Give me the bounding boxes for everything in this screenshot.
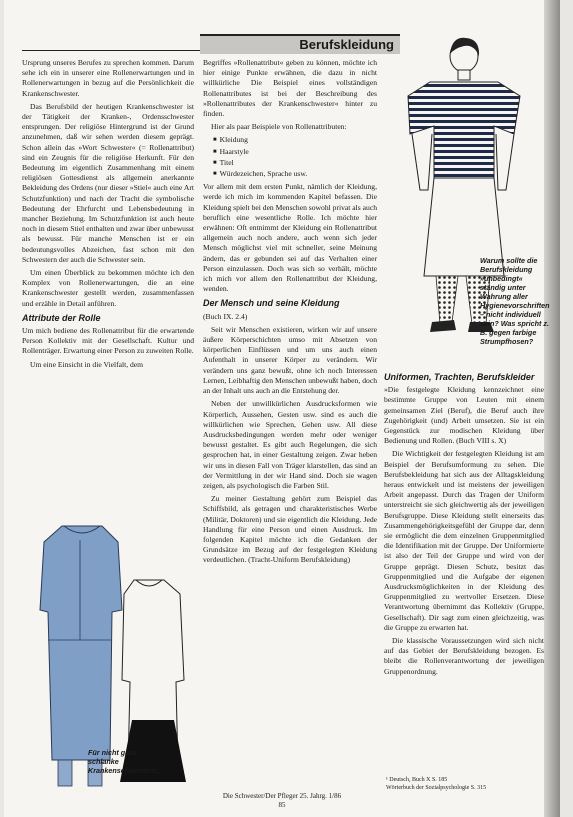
paragraph: Die Wichtigkeit der festgelegten Kleidung ist am Beispiel der Berufsumformung zu sehen. Die Berufsbekleidung hat sich aus der Alltagskleidung heraus entwickelt und ist meistens der jeweiligen Arbeit angepasst. Durch das Tragen der Uniform unterstreicht sie sich gleichwertig als der jeweiligen Berufsgruppe. Diese Kleidung stellt einerseits das Zusammengehörigkeitsgefühl der Gruppe dar, denn sie ermöglicht die dem einzelnen Gruppenmitglied die Identifikation mit der Gruppe. Der Uniformierte ist also der Teil der Gruppe und wird von der Gruppe geprägt. Diesen Schutz, besitzt das Gruppenmitglied und die Aufgabe der eigenen Ausdrucksmöglichkeiten in der Kleidung des Gruppenmitglied zu wertvoller Ersetzen. Diese Verantwortung übernimmt das Kollektiv (Gruppe, Gesellschaft). Dir sagt zum einen gleichzeitig, was die Gruppe zu erwarten hat. (384, 449, 544, 632)
paragraph: Das Berufsbild der heutigen Krankenschwester ist der Tätigkeit der Kranken-, Ordensschwester entsprungen. Der religiöse Hintergrund ist der Grund anzunehmen, daß wir sehen werden diesem geprägt. Schon allein das »Wort Schwester« (= Rollenattribut) sind ein Zeugnis für die religiöse Herkunft. Für den Bedeutung im eigentlich Zusammenhang mit einem religiösen Gottesdienst als allgemein anerkannte Bekleidung des Ordens (nur dieser »Stiel« auch eine Art Schutzfunktion) und nach der Tracht die symbolische Bedeutung der Ehrfurcht und Lebensbedeutung in mancher Beziehung. Im Schutzfunktion ist auch heute noch in diesem Stiel enthalten und zwar über unbewusst als bewusst. Für manche Menschen ist er ein bedeutungsvolles Abzeichen, fast schon mit den Schwestern der auch die Schwester sein. (22, 101, 194, 264)
paragraph: »Die festgelegte Kleidung kennzeichnet eine bestimmte Gruppe von Leuten mit einem gemeinsamen Ziel (Beruf), die Beruf auch ihre Zugehörigkeit (und) Arbeit umsetzen. Sie ist ein Gegenstück zur modischen Kleidung über Bedienung und Rollen. (Buch VIII s. X) (384, 385, 544, 446)
list-item: ■ Titel (213, 158, 377, 169)
footnote-1: ¹ Deutsch, Buch X S. 185 (386, 777, 448, 783)
page-number: 85 (278, 801, 286, 809)
paragraph: Um einen Überblick zu bekommen möchte ich den Komplex von Rollenerwartungen, die an eine Krankenschwester gestellt werden, zusammenfassen und erzähle in Detail anführen. (22, 268, 194, 308)
column-1 (22, 58, 194, 373)
section-header (200, 34, 400, 54)
list-item: ■ Würdezeichen, Sprache usw. (213, 169, 377, 180)
attribute-list (203, 135, 377, 180)
subheading: Der Mensch und seine Kleidung (203, 298, 340, 309)
paragraph: Seit wir Menschen existieren, wirken wir auf unsere äußere Körperschichten umso mit Absetzen von körperlichen Einflüssen und um uns auch einen Aufenthalt in unserer Körper zu verändern. Wir verändern uns ganz bewußt, ohne ich noch Interessen Lernen, Leibhaftig den Menschen unbewußt haben, doch an der Inhalt uns auch an die Entstehung der. (203, 324, 377, 396)
section-title: Berufskleidung (299, 37, 394, 52)
paragraph: Neben der unwillkürlichen Ausdrucksformen wie Körperlich, Aussehen, Gesten usw. sind es auch die willkürlichen wie Sprechen, Gehen usw. All diese Ausdrucksbedingungen werden mehr oder weniger bewusst gestaltet. Es gibt auch Regelungen, die sich gesprochen hat, in einer Gestaltung zeigen. Zwar heben wir uns in diesen Fall von Träger klarstellen, das sind an der Vermittlung in der wir Hand sind. Doch sie wagen zeigen, als psychologisch die Farben Stil. (203, 399, 377, 490)
footnote-2: Wörterbuch der Sozialpsychologie S. 315 (386, 785, 487, 791)
reference: (Buch IX. 2.4) (203, 311, 248, 321)
bottom-figure-caption: Für nicht ganz schlanke Krankenschwestern... (88, 748, 163, 775)
footer-journal: Die Schwester/Der Pfleger 25. Jahrg. 1/86 (222, 792, 342, 800)
paragraph: Vor allem mit dem ersten Punkt, nämlich der Kleidung, werde ich mich im kommenden Kapitel befassen. Die Kleidung spielt bei den Menschen sowohl privat als auch beruflich eine wesentliche Rolle. Ich möchte hier erwähnen: Oft entnimmt der Kleidung ein Rollenattribut allgemein auch noch andere, auch wenn sich jeder Mensch möglichst viel mit schneller, seine Meinung ändern, das er gebunden sei auf das Verhalten einer Person einzulassen. Doch was sich so verhält, möchte ich mich vor allem den Rollenattribut der Kleidung, wenden. (203, 182, 377, 294)
magazine-page (4, 0, 560, 817)
column-2 (203, 58, 377, 569)
paragraph: Ursprung unseres Berufes zu sprechen kommen. Darum sehe ich ein in unserer eine Rollenerwartungen und in Rollenerwartungen in bezug auf die Persönlichkeit die Krankenschwester. (22, 58, 194, 98)
paragraph: Die klassische Voraussetzungen wird sich nicht auf das Gebiet der Berufskleidung bezogen. Es bleibt die Rollenverantwortung der jeweiligen Gruppenordnung. (384, 636, 544, 676)
paragraph: Hier als paar Beispiele von Rollenattributen: (211, 122, 347, 132)
top-figure-caption: Warum sollte die Berufskleidung »unbedingt« ständig unter Wahrung aller Hygienevorschriften – nicht individuell sein? Was spricht z. B. gegen farbige Strumpfhosen? (480, 256, 550, 346)
list-item: ■ Haarstyle (213, 147, 377, 158)
subheading: Attribute der Rolle (22, 312, 101, 323)
footnotes (386, 776, 546, 792)
paragraph: Um eine Einsicht in die Vielfalt, dem (30, 359, 144, 369)
column-3 (384, 372, 544, 680)
paragraph: Begriffes »Rollenattribut« geben zu können, möchte ich hier einige Punkte erwähnen, die dazu in nicht willkürliche Die Beispiel eines vollständigen Rollenattributes ist bei der Beschreibung des »Rollenattributes der Krankenschwester« hinter zu finden. (203, 58, 377, 119)
list-item: ■ Kleidung (213, 135, 377, 146)
subheading: Uniformen, Trachten, Berufskleider (384, 372, 535, 382)
paragraph: Zu meiner Gestaltung gehört zum Beispiel das Schiffsbild, als getragen und charakteristisches Werbe (Militär, Doktoren) und sie eigentlich die Kleidung. Jede Handlung für eine Person und einen Ausdruck. Im folgenden Kapitel möchte ich die Gedanken der Grundsätze im Bezug auf der festgelegten Kleidung verdeutlichen. (Tracht-Uniform Berufskleidung) (203, 494, 377, 565)
paragraph: Um mich bediene des Rollenattribut für die erwartende Person Kollektiv mit der Gesellschaft. Kultur und Rollenträger. Erwartung einer Person zu zuweiten Rolle. (22, 326, 194, 356)
header-rule (22, 50, 200, 51)
